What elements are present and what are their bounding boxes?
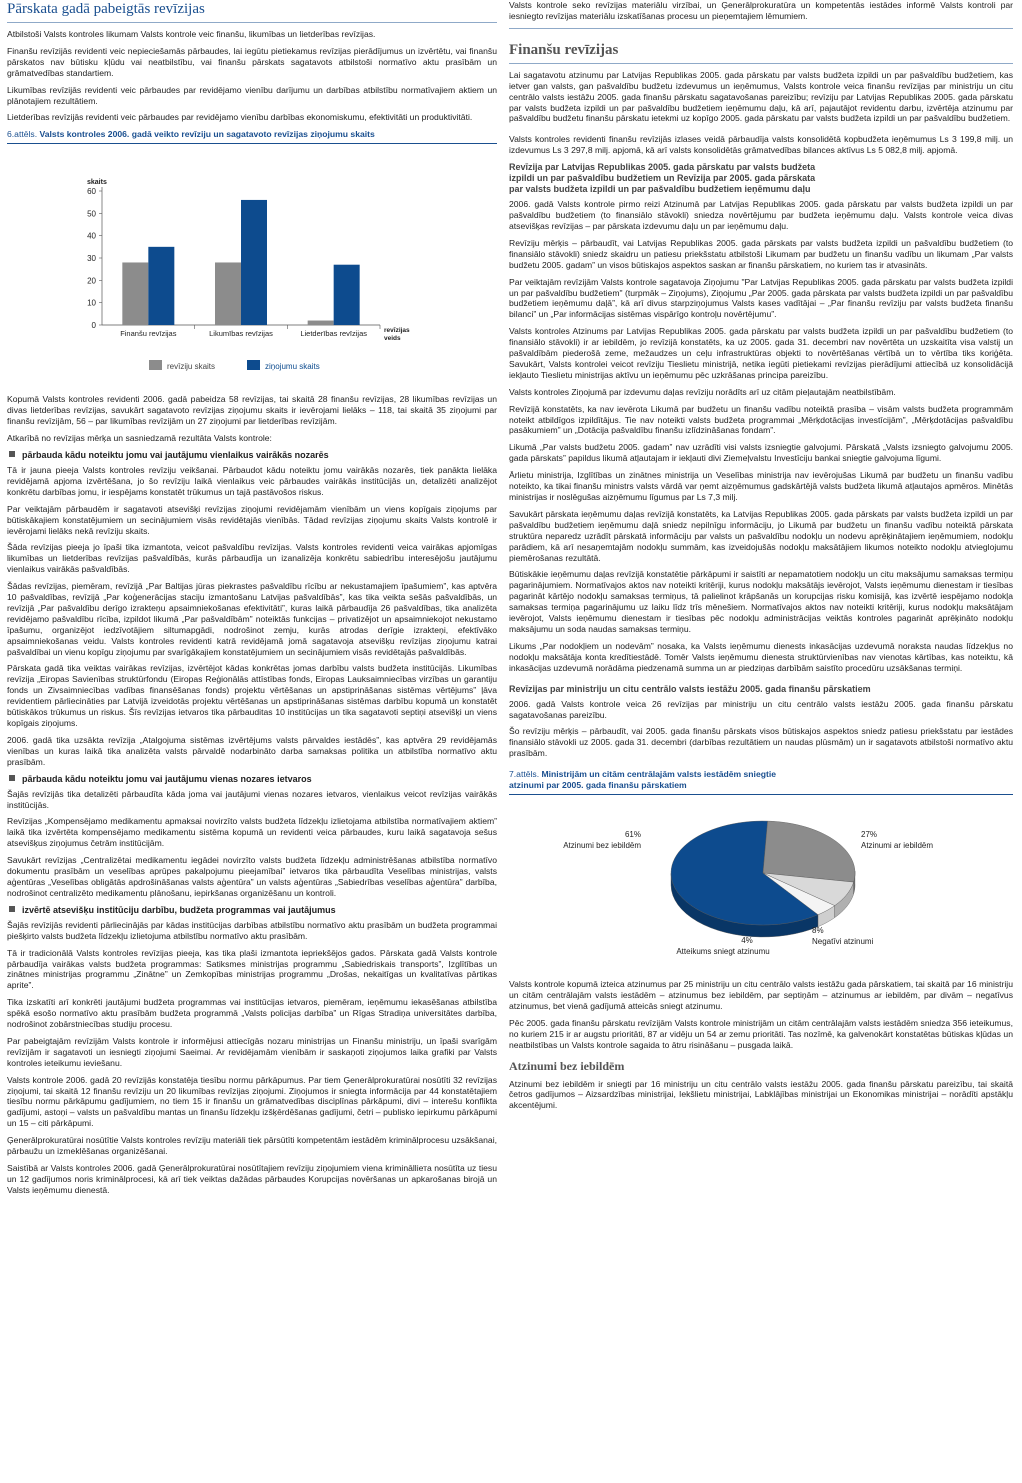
- figure-caption-text: Ministrijām un citām centrālajām valsts iestādēm sniegtie: [541, 769, 777, 780]
- paragraph: Tika izskatīti arī konkrēti jautājumi budžeta programmas vai institūcijas ietvaros, piemēram, ieņēmumu iekasēšanas atbilstība spēkā esošo normatīvo aktu prasībām budžeta programmā „Valsts policijas darbība” un Rīgas Stradiņa universitātes darbība, nodrošinot zobārstniecības studiju procesu.: [7, 997, 497, 1030]
- pie-category-label: Atteikums sniegt atzinumu: [676, 947, 770, 957]
- pie-pct-label: 4%: [741, 936, 753, 946]
- pie-pct-label: 8%: [812, 926, 824, 936]
- legend-swatch: [149, 360, 162, 370]
- square-bullet-icon: [9, 775, 15, 781]
- paragraph: Savukārt revīzijas „Centralizētai medikamentu iegādei novirzīto valsts budžeta līdzekļu administrēšanas atbilstība normatīvo dokumentu prasībām un veselības aprūpes pakalpojumu pieejamībai” ietvaros tika pārbaudīta Veselības ministrijas, valsts aģentūras „Veselības obligātās apdrošināšanas valsts aģentūra” un valsts aģentūras „Sabiedrības veselības aģentūra” darbība, nodrošinot centralizēto medikamentu plānošanu, iepirkšanas organizēšanu un kontroli.: [7, 855, 497, 898]
- legend-label: revīziju skaits: [167, 362, 216, 372]
- paragraph: Tā ir jauna pieeja Valsts kontroles revīziju veikšanai. Pārbaudot kādu noteiktu jomu vairākās nozarēs, tiek panākta lielāka revidējamā apjoma izvērtēšana, jo šo revīziju laikā vienlaikus veic pārbaudes vairākās institūcijās un, detalizēti analizējot konkrētu darbības jomu, ir iespējams konstatēt trūkumus un tajā pastāvošos riskus.: [7, 464, 497, 497]
- bullet-heading: izvērtē atsevišķu institūciju darbību, budžeta programmas vai jautājumus: [7, 905, 497, 916]
- paragraph: Valsts kontroles revidenti finanšu revīzijās izlases veidā pārbaudīja valsts konsolidētā kopbudžeta ieņēmumus Ls 3 199,8 milj. un izdevumus Ls 3 297,8 milj. apjomā, kā arī valsts konsolidētās grāmatvedības bilances aktīvus Ls 5 082,8 milj. apjomā.: [509, 134, 1013, 156]
- y-axis-label: skaits: [87, 179, 107, 187]
- bar-audits: [308, 321, 334, 325]
- paragraph: Valsts kontrole kopumā izteica atzinumus par 25 ministriju un citu centrālo valsts iestāžu gada pārskatiem, tai skaitā par 16 ministriju un citām centrālajām valsts iestādēm – atzinumus bez iebildēm, par septiņām – atzinumus ar iebildēm, par divām – negatīvus atzinumus, bet vienā gadījumā atteicās sniegt atzinumu.: [509, 979, 1013, 1011]
- bar-audits: [215, 263, 241, 326]
- x-tick-label: Lietderības revīzijas: [300, 329, 368, 339]
- figure-number: 6.attēls.: [7, 129, 38, 140]
- y-tick-label: 50: [87, 209, 96, 219]
- right-column: [509, 0, 1013, 1117]
- bar-chart: [7, 144, 497, 394]
- section-title-completed-audits: Pārskata gadā pabeigtās revīzijas: [7, 1, 205, 17]
- paragraph: Šāda revīzijas pieeja jo īpaši tika izmantota, veicot pašvaldību revīzijas. Valsts kontroles revidenti veica vairākas apjomīgas likumības un lietderības revīzijas pašvaldībās, kurās pārbaudīja un izanalizēja konkrētu sabiedrību interesējošu jautājumu vienlaikus vairākās pašvaldībās.: [7, 542, 497, 575]
- title-rule: [7, 22, 497, 23]
- legend-label: ziņojumu skaits: [265, 362, 320, 372]
- figure-caption-text: atzinumi par 2005. gada finanšu pārskatiem: [509, 780, 687, 791]
- paragraph: Ģenerālprokuratūrai nosūtītie Valsts kontroles revīziju materiāli tiek pārsūtīti kompetentām iestādēm kriminālprocesu uzsākšanai, pārbaužu un izmeklēšanas organizēšanai.: [7, 1135, 497, 1157]
- paragraph: 2006. gadā tika uzsākta revīzija „Atalgojuma sistēmas izvērtējums valsts pārvaldes iestādēs”, kas aptvēra 29 revidējamās vienības un kuras laikā tika analizēta valsts pārvaldē nodarbināto darba samaksas politika un atbilstība normatīvo aktu prasībām.: [7, 734, 497, 767]
- section-rule: [509, 28, 1013, 29]
- paragraph: Pēc 2005. gada finanšu pārskatu revīzijām Valsts kontrole ministrijām un citām centrālajām valsts iestādēm sniedza 356 ieteikumus, no kuriem 215 ir ar augstu prioritāti, 87 ar vidēju un 54 ar zemu prioritāti. Tas nozīmē, ka galvenokārt konstatētas būtiskas kļūdas un neatbilstības un Valsts kontrole sagaida to ātru risināšanu – pusgada laikā.: [509, 1017, 1013, 1050]
- pie-slice: [763, 821, 855, 882]
- paragraph: Šajās revīzijās revidenti pārliecinājās par kādas institūcijas darbības atbilstību normatīvo aktu prasībām un budžeta programmai piešķirto valsts budžeta līdzekļu izlietojuma atbilstību normatīvo aktu prasībām.: [7, 919, 497, 941]
- paragraph: Šo revīziju mērķis – pārbaudīt, vai 2005. gada finanšu pārskats visos būtiskajos aspektos sniedz patiesu priekšstatu par iestādes finansiālo stāvokli uz 2005. gada 31. decembri (darbības rezultātiem un naudas plūsmām) un ir sagatavots atbilstoši normatīvo aktu prasībām.: [509, 726, 1013, 759]
- paragraph: Par pabeigtajām revīzijām Valsts kontrole ir informējusi attiecīgās nozaru ministrijas un Finanšu ministriju, un īpaši svarīgām revīzijām ir sagatavoti un iesniegti ziņojumi Saeimai. Ar revidējamām vienībām ir saskaņoti ziņojumos laika grafiki par Valsts kontroles ieteikumu ieviešanu.: [7, 1035, 497, 1068]
- paragraph: Šādas revīzijas, piemēram, revīzijā „Par Baltijas jūras piekrastes pašvaldību rīcību ar nekustamajiem īpašumiem”, kas aptvēra 10 pašvaldības, revīzijā „Par koģenerācijas staciju izmantošanu Latvijas pašvaldībās”, kas tika veikta sešās pašvaldībās, un revīzijā „Par pašvaldību derīgo izrakteņu apsaimniekošanas efektivitāti”, kuras laikā pārbaudīja 26 pašvaldības, tika analizēta revidējamo pašvaldību rīcība, izpildot likumā „Par pašvaldībām” noteiktās funkcijas – privatizējot un apsaimniekojot nekustamo īpašumu, organizējot iedzīvotājiem siltumapgādi, nodrošinot zemju, kurās atrodas derīgie izrakteņi, efektīvāko apsaimniekošanas veidu. Valsts kontroles revidenti katrā revidējamā jomā sagatavoja atsevišķu revīzijas ziņojumu katrai pašvaldībai un vienu kopīgu ziņojumu par svarīgākajiem konstatējumiem un secinājumiem visās revidētajās pašvaldībās.: [7, 581, 497, 657]
- paragraph: Atkarībā no revīzijas mērķa un sasniedzamā rezultāta Valsts kontrole:: [7, 433, 272, 444]
- x-axis-label: veids: [384, 335, 401, 343]
- x-tick-label: Finanšu revīzijas: [120, 329, 177, 339]
- figure-6-caption: [7, 129, 497, 140]
- y-tick-label: 0: [91, 321, 96, 331]
- paragraph: Atzinumi bez iebildēm ir sniegti par 16 ministriju un citu centrālo valsts iestāžu 2005. gada finanšu pārskatu pareizību, tai skaitā četros gadījumos – Aizsardzības ministrijai, Iekšlietu ministrijai, Labklājības ministrijai un Ekonomikas ministrijai – norādīti apstākļu akcentējumi.: [509, 1078, 1013, 1111]
- paragraph: Atbilstoši Valsts kontroles likumam Valsts kontrole veic finanšu, likumības un lietderības revīzijas.: [7, 29, 376, 39]
- paragraph: Likumības revīzijās revidenti veic pārbaudes par revidējamo vienību darījumu un darbības atbilstību normatīvajiem aktiem un plānotajiem rezultātiem.: [7, 84, 497, 106]
- figure-caption-text: Valsts kontroles 2006. gadā veikto revīziju un sagatavoto revīzijas ziņojumu skaits: [39, 129, 375, 140]
- pie-pct-label: 61%: [624, 830, 641, 840]
- paragraph: Būtiskākie ieņēmumu daļas revīzijā konstatētie pārkāpumi ir saistīti ar nepamatotiem nodokļu un citu maksājumu samaksas termiņu pagarinājumiem. Normatīvajos aktos nav noteikti kritēriji, kurus nodokļu maksātājs ievērojot, Valsts ieņēmumu dienestam ir tiesības pagarināt kārtējo nodokļu samaksas termiņus, tā palielinot krāpšanās un korupcijas risku komisijā, kas izvērtē iespējamo nodokļa samaksas termiņa pagarinājumu uz laiku līdz trīs mēnešiem. Normatīvajos aktos nav noteikti kritēriji, kurus nodokļu maksātājam ievērojot, Valsts ieņēmumu dienestam ir tiesības pēc nodokļu administrācijas veiktās kontroles pagarināt aprēķināto nodokļu maksājumu un soda naudas samaksas termiņu.: [509, 569, 1013, 634]
- paragraph: Valsts kontroles Ziņojumā par izdevumu daļas revīziju norādīts arī uz citām pieļautajām neatbilstībām.: [509, 386, 896, 397]
- pie-category-label: Negatīvi atzinumi: [812, 937, 874, 947]
- paragraph: Tā ir tradicionālā Valsts kontroles revīzijas pieeja, kas tika plaši izmantota iepriekšējos gados. Pārskata gadā Valsts kontrole pārbaudīja vairākas valsts budžeta programmas: Satiksmes ministrijas programmu „Sabiedriskais transports”, Izglītības un zinātnes ministrijas programmu „Zinātne” un Zemkopības ministrijas programmu „Drošas, nekaitīgas un kvalitatīvas pārtikas aprite”.: [7, 947, 497, 991]
- paragraph: 2006. gadā Valsts kontrole veica 26 revīzijas par ministriju un citu centrālo valsts iestāžu 2005. gada finanšu pārskatu sagatavošanas pareizību.: [509, 698, 1013, 720]
- paragraph: Valsts kontroles Atzinums par Latvijas Republikas 2005. gada pārskatu par valsts budžeta izpildi un par pašvaldību budžetiem (to finansiālo stāvokli) ir ar iebildēm, jo revīzijā konstatēts, ka uz 2005. gada 31. decembri nav novērtēta un uzskaitīta visa valstij un pašvaldībām piederošā zeme, mežaudzes un ceļu infrastruktūras objekti to novērtēšanas vērtībā un to vērtība tiks koriģēta. Savukārt, Valsts kontrolei veicot revīziju Tieslietu ministrijā, netika iegūti pietiekami revīzijas pierādījumi attiecībā uz konsolidācijā iekļauto Tieslietu ministrijas aktīvu un ieņēmumu pēc uzkrāšanas principa pareizību.: [509, 326, 1013, 380]
- paragraph: Lai sagatavotu atzinumu par Latvijas Republikas 2005. gada pārskatu par valsts budžeta izpildi un par pašvaldību budžetiem, kas ietver gan valsts, gan pašvaldību budžetu izdevumus un ieņēmumus, Valsts kontrole veica finanšu revīzijas par ministriju un citu centrālo valsts iestāžu 2005. gada finanšu pārskatu sagatavošanas pareizību; revīziju par Latvijas Republikas 2005. gada pārskatu par valsts budžeta izpildi un par pašvaldību budžetiem ieņēmumu daļu, kā arī, pajautājot revidentu darbu, izvērtēja atzinumu par pašvaldību budžetu finanšu pārskatu ietekmi uz kopīgo 2005. gada pārskatu par valsts budžeta izpildi un par pašvaldību budžetiem.: [509, 69, 1013, 124]
- paragraph: Par veiktajām revīzijām Valsts kontrole sagatavoja Ziņojumu "Par Latvijas Republikas 2005. gada pārskatu par valsts budžeta izpildi un par pašvaldību budžetiem" (turpmāk – Ziņojums), Ziņojumu „Par 2005. gada pārskata par valsts budžeta izpildi un par pašvaldību budžetiem ieņēmumu daļā”, kā arī divus starpziņojumus Valsts kases vadītājai – „Par finanšu revīziju par valsts budžeta finanšu bilanci” un „Par informācijas sistēmas vispārīgo kontroļu novērtējumu”.: [509, 276, 1013, 320]
- bar-reports: [241, 200, 267, 325]
- bar-reports: [148, 247, 174, 325]
- paragraph: Savukārt pārskata ieņēmumu daļas revīzijā konstatēts, ka Latvijas Republikas 2005. gada pārskats par valsts budžeta izpildi un par pašvaldību budžetiem ieņēmumu daļā sniedz nepilnīgu informāciju, jo Likumā par budžetu un finanšu vadību noteiktā pārskata struktūra neparedz uzrādīt pārskatā informāciju par valsts un pašvaldību nodokļu un nodevu aprēķinātajiem ieņēmumiem, nodokļu parādiem, kā arī nesaņemtajām nodokļu summām, kas izveidojušās nodokļu maksātājiem likumos noteikto nodokļu atvieglojumu piemērošanas rezultātā.: [509, 508, 1013, 563]
- paragraph: Saistībā ar Valsts kontroles 2006. gadā Ģenerālprokuratūrai nosūtītajiem revīziju ziņojumiem viena kriminālliета nosūtīta uz tiesu un 12 gadījumos noris kriminālprocesi, kā arī tiek veiktas dažādas pārbaudes Korupcijas novēršanas un apkarošanas birojā un Valsts ieņēmumu dienestā.: [7, 1163, 497, 1195]
- paragraph: Likumā „Par valsts budžetu 2005. gadam” nav uzrādīti visi valsts izsniegtie galvojumi. Pārskatā „Valsts izsniegto galvojumu 2005. gada pārskats” papildus likumā atļautajam ir iekļauti divi Ziemeļvalstu Investīciju bankai sniegtie galvojuma līgumi.: [509, 442, 1013, 464]
- y-tick-label: 20: [87, 276, 96, 286]
- bullet-heading: pārbauda kādu noteiktu jomu vai jautājumu vienlaikus vairākās nozarēs: [7, 450, 497, 461]
- legend-swatch: [247, 360, 260, 370]
- square-bullet-icon: [9, 451, 15, 457]
- y-tick-label: 40: [87, 232, 96, 242]
- x-tick-label: Likumības revīzijas: [209, 329, 273, 339]
- pie-pct-label: 27%: [861, 830, 878, 840]
- left-column: [7, 0, 497, 1202]
- bullet-heading: pārbauda kādu noteiktu jomu vai jautājumu vienas nozares ietvaros: [7, 774, 497, 785]
- y-tick-label: 10: [87, 299, 96, 309]
- paragraph: Šajās revīzijās tika detalizēti pārbaudīta kāda joma vai jautājumi vienas nozares ietvaros, vienlaikus veicot revīzijas vairākās institūcijās.: [7, 788, 497, 810]
- paragraph: Revīzijas „Kompensējamo medikamentu apmaksai novirzīto valsts budžeta līdzekļu izlietojama atbilstība normatīvajiem aktiem” laikā tika izvērtēta kompensējamo medikamentu sistēma kopumā un revidenti veica pārbaudes, kuru laikā sagatavoja sešus atsevišķus ziņojumus četrām institūcijām.: [7, 816, 497, 849]
- y-tick-label: 30: [87, 254, 96, 264]
- x-axis-label: revīzijas: [384, 327, 410, 335]
- bar-reports: [334, 265, 360, 325]
- subsection-heading: Revīzijas par ministriju un citu centrālo valsts iestāžu 2005. gada finanšu pārskatiem: [509, 683, 871, 694]
- paragraph: Finanšu revīzijās revidenti veic nepieciešamās pārbaudes, lai iegūtu pietiekamus revīzijas pierādījumus un izvērtētu, vai finanšu pārskatos nav būtisku kļūdu vai neatbilstību, vai finanšu pārskats sagatavots atbilstoši normatīvo aktu prasībām un grāmatvedības standartiem.: [7, 45, 497, 78]
- paragraph: Likums „Par nodokļiem un nodevām” nosaka, ka Valsts ieņēmumu dienests inkasācijas uzdevumā noraksta naudas līdzekļus no nodokļu maksātāja konta kredītiestādē. Tomēr Valsts ieņēmumu dienesta struktūrvienības nav vienotas kārtības, kas noteiktu, kā inkasācijas uzdevumā norādāma piedzenamā summa un ar piedziņas darbībām saistīto procedūru uzsākšanas termiņi.: [509, 640, 1013, 673]
- figure-number: 7.attēls.: [509, 769, 540, 780]
- pie-category-label: Atzinumi bez iebildēm: [563, 841, 641, 851]
- pie-chart: [509, 795, 1013, 975]
- subsection-heading: Atzinumi bez iebildēm: [509, 1058, 625, 1073]
- paragraph: Valsts kontrole seko revīzijas materiālu virzībai, un Ģenerālprokuratūra un kompetentās iestādes informē Valsts kontroli par iesniegto revīzijas materiālu izskatīšanas procesu un pieņemtajiem lēmumiem.: [509, 0, 1013, 21]
- square-bullet-icon: [9, 906, 15, 912]
- paragraph: Pārskata gadā tika veiktas vairākas revīzijas, izvērtējot kādas konkrētas jomas darbību valsts budžeta institūcijās. Likumības revīzija „Eiropas Savienības struktūrfondu (Eiropas Reģionālās attīstības fonds, Eiropas Lauksaimniecības virzības un garantiju fonds un Zivsaimniecības vadības finansēšanas fonds) projektu vērtēšanas un apstiprināšanas sistēmas vērtējums” ļāva revidentiem pārliecināties par Latvijā izveidotās projektu vērtēšanas un apstiprināšanas sistēmas darbību kopumā un konstatēt būtiskākos trūkumus un riskus. Šīs revīzijas ietvaros tika pārbauditas 10 institūcijas un tika sagatavoti septiņi atsevišķi un viens kopīgais ziņojums.: [7, 663, 497, 728]
- y-tick-label: 60: [87, 187, 96, 197]
- paragraph: 2006. gadā Valsts kontrole pirmo reizi Atzinumā par Latvijas Republikas 2005. gada pārskatu par valsts budžeta izpildi un par pašvaldību budžetiem (to finansiālo stāvokli) sniedza novērtējumu par budžeta ieņēmumu daļu. Valsts kontrole veica divas atsevišķas revīzijas – par pārskata izdevumu daļu un par ieņēmumu daļu.: [509, 199, 1013, 231]
- paragraph: Revīziju mērķis – pārbaudīt, vai Latvijas Republikas 2005. gada pārskats par valsts budžeta izpildi un pašvaldību budžetiem (to finansiālo stāvokli) sniedz skaidru un patiesu priekšstatu atbilstoši Likumam par budžetu un finanšu vadību un likumam „Par valsts budžetu 2005. gadam” un visos būtiskajos aspektos saskan ar finanšu pārskatiem, no kuriem tas ir atvasināts.: [509, 237, 1013, 270]
- paragraph: Lietderības revīzijās revidenti veic pārbaudes par revidējamo vienību darbības ekonomiskumu, efektivitāti un produktivitāti.: [7, 112, 473, 123]
- figure-7-caption: [509, 769, 1013, 791]
- paragraph: Kopumā Valsts kontroles revidenti 2006. gadā pabeidza 58 revīzijas, tai skaitā 28 finanšu revīzijas, 28 likumības revīzijas un divas lietderības revīzijas, savukārt sagatavoto revīzijas ziņojumu skaits ir ievērojami lielāks – 118, tai skaitā 35 ziņojumi par finanšu revīzijām, 56 – par likumības revīzijām un 27 ziņojumi par lietderības revīzijām.: [7, 394, 497, 427]
- pie-category-label: Atzinumi ar iebildēm: [861, 841, 934, 851]
- bar-audits: [122, 263, 148, 326]
- title-rule: [509, 63, 1013, 64]
- paragraph: Valsts kontrole 2006. gadā 20 revīzijās konstatēja tiesību normu pārkāpumus. Par tiem Ģenerālprokuratūrai nosūtīti 32 revīzijas ziņojumi, tai skaitā 12 finanšu revīziju un 20 likumības revīzijas ziņojumi. Ziņojumos ir sniegta informācija par 44 konstatētajiem tiesību normu pārkāpumu gadījumiem, no tiem 15 ir finanšu un grāmatvedības disciplīnas pārkāpumi, divi – interešu konflikta gadījumi, astoņi – valsts un pašvaldību mantas un finanšu līdzekļu izšķērdēšanas gadījumi, četri – publisko iepirkumu pārkāpumi un 15 – citi pārkāpumi.: [7, 1074, 497, 1129]
- paragraph: Ārlietu ministrija, Izglītības un zinātnes ministrija un Veselības ministrija nav ievērojušas Likumā par budžetu un finanšu vadību noteikto, ka tikai finanšu ministrs valsts vārdā var ņemt aizņēmumus gadskārtējā valsts budžeta likumā atļautajos apmēros. Minētās ministrijas ir noslēgušas aizņēmumu līgumus par Ls 7,3 milj.: [509, 470, 1013, 502]
- paragraph: Par veiktajām pārbaudēm ir sagatavoti atsevišķi revīzijas ziņojumi revidējamām vienībām un viens kopīgais ziņojums par būtiskākajiem konstatējumiem un secinājumiem visās revidētajās vienībās. Tādad revīzijas ziņojumu skaits Valsts kontrolē ir ievērojami lielāks nekā revīziju skaits.: [7, 503, 497, 536]
- section-title-financial-audits: Finanšu revīzijas: [509, 41, 619, 58]
- subsection-heading: Revīzija par Latvijas Republikas 2005. gada pārskatu par valsts budžeta izpildi un par pašvaldību budžetiem un Revīzija par 2005. gada pārskata par valsts budžeta izpildi un par pašvaldību budžetiem ieņēmumu daļu: [509, 162, 816, 195]
- paragraph: Revīzijā konstatēts, ka nav ievērota Likumā par budžetu un finanšu vadību noteiktā prasība – visām valsts budžeta programmām noteikt atbildīgos izpildītājus. Tie nav noteikti valsts budžeta programmai „Mērķdotācijas investīcijām”, „Mērķdotācijas pašvaldību pasākumiem” un „Dotācija pašvaldību finanšu izlīdzināšanas fondam”.: [509, 403, 1013, 436]
